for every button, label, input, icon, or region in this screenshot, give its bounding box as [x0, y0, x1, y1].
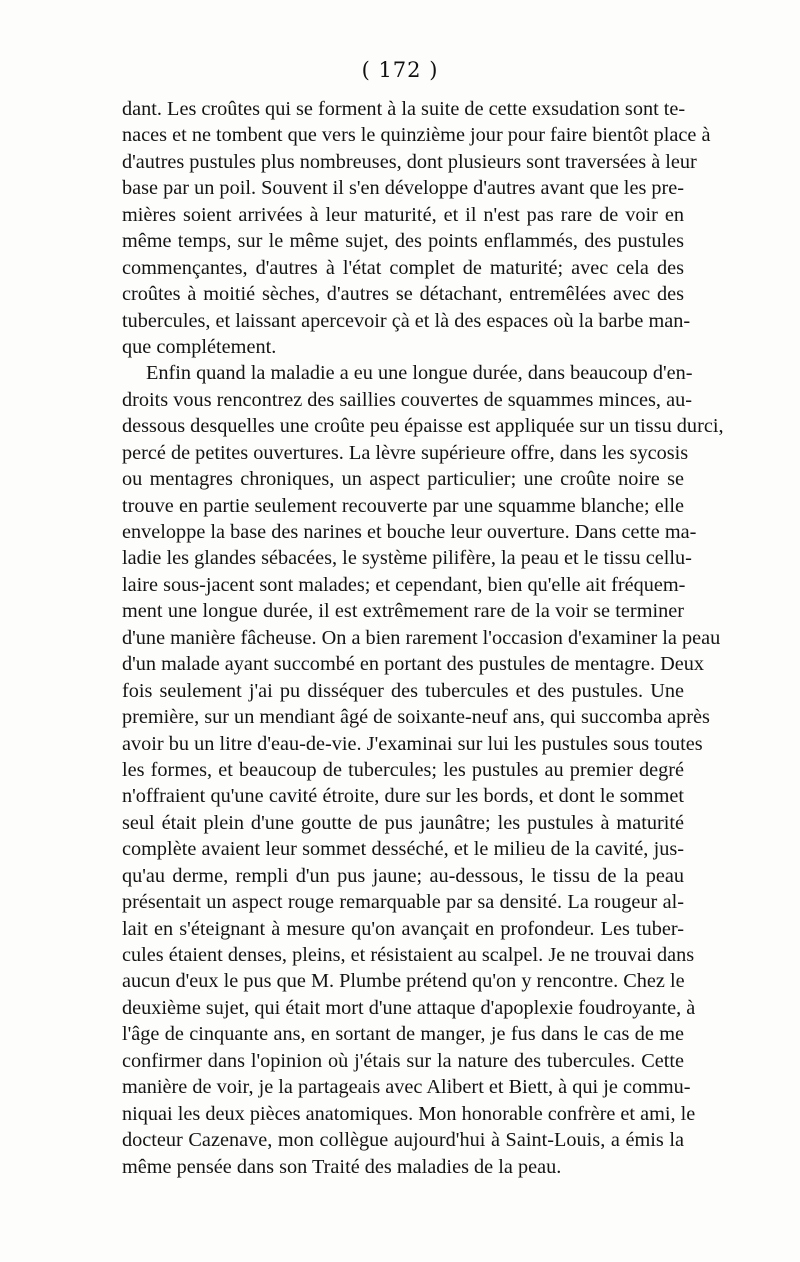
- text-line: n'offraient qu'une cavité étroite, dure sur les bords, et dont le sommet: [122, 785, 684, 808]
- text-line: fois seulement j'ai pu disséquer des tubercules et des pustules. Une: [122, 679, 684, 702]
- text-line: qu'au derme, rempli d'un pus jaune; au-dessous, le tissu de la peau: [122, 864, 684, 887]
- body-text: [122, 96, 724, 1180]
- text-line: confirmer dans l'opinion où j'étais sur la nature des tubercules. Cette: [122, 1049, 684, 1072]
- text-line: avoir bu un litre d'eau-de-vie. J'examinai sur lui les pustules sous toutes: [122, 732, 703, 755]
- text-line: d'un malade ayant succombé en portant des pustules de mentagre. Deux: [122, 653, 705, 676]
- text-line: niquai les deux pièces anatomiques. Mon honorable confrère et ami, le: [122, 1102, 696, 1125]
- text-line: complète avaient leur sommet desséché, et le milieu de la cavité, jus-: [122, 838, 684, 861]
- text-line: ladie les glandes sébacées, le système pilifère, la peau et le tissu cellu-: [122, 547, 692, 570]
- text-line: ment une longue durée, il est extrêmement rare de la voir se terminer: [122, 600, 684, 623]
- text-line: croûtes à moitié sèches, d'autres se détachant, entremêlées avec des: [122, 283, 684, 306]
- text-line: ou mentagres chroniques, un aspect particulier; une croûte noire se: [122, 468, 684, 491]
- text-line: même pensée dans son Traité des maladies de la peau.: [122, 1155, 562, 1178]
- text-line: l'âge de cinquante ans, en sortant de manger, je fus dans le cas de me: [122, 1023, 684, 1046]
- text-line: base par un poil. Souvent il s'en développe d'autres avant que les pre-: [122, 177, 685, 200]
- text-line: les formes, et beaucoup de tubercules; les pustules au premier degré: [122, 758, 684, 781]
- text-line: dant. Les croûtes qui se forment à la suite de cette exsudation sont te-: [122, 98, 686, 120]
- text-line: Enfin quand la maladie a eu une longue durée, dans beaucoup d'en-: [146, 362, 693, 385]
- text-line: trouve en partie seulement recouverte par une squamme blanche; elle: [122, 494, 684, 517]
- text-line: dessous desquelles une croûte peu épaisse est appliquée sur un tissu durci,: [122, 415, 724, 438]
- text-line: première, sur un mendiant âgé de soixante-neuf ans, qui succomba après: [122, 706, 710, 729]
- text-line: que complétement.: [122, 335, 277, 358]
- text-line: naces et ne tombent que vers le quinzième jour pour faire bientôt place à: [122, 124, 711, 147]
- text-line: tubercules, et laissant apercevoir çà et là des espaces où la barbe man-: [122, 309, 691, 332]
- paragraph-1: [122, 96, 711, 360]
- page-number: ( 172 ): [361, 58, 439, 82]
- text-line: deuxième sujet, qui était mort d'une attaque d'apoplexie foudroyante, à: [122, 996, 696, 1019]
- text-line: laire sous-jacent sont malades; et cependant, bien qu'elle ait fréquem-: [122, 573, 686, 596]
- text-line: docteur Cazenave, mon collègue aujourd'hui à Saint-Louis, a émis la: [122, 1129, 684, 1152]
- text-line: lait en s'éteignant à mesure qu'on avançait en profondeur. Les tuber-: [122, 917, 684, 940]
- text-line: cules étaient denses, pleins, et résistaient au scalpel. Je ne trouvai dans: [122, 944, 695, 966]
- text-line: manière de voir, je la partageais avec Alibert et Biett, à qui je commu-: [122, 1076, 691, 1099]
- paragraph-2: [122, 360, 724, 1180]
- text-line: droits vous rencontrez des saillies couvertes de squammes minces, au-: [122, 388, 692, 411]
- text-line: seul était plein d'une goutte de pus jaunâtre; les pustules à maturité: [122, 811, 684, 834]
- text-line: commençantes, d'autres à l'état complet de maturité; avec cela des: [122, 256, 684, 279]
- text-line: enveloppe la base des narines et bouche leur ouverture. Dans cette ma-: [122, 521, 697, 543]
- text-line: d'une manière fâcheuse. On a bien rarement l'occasion d'examiner la peau: [122, 626, 721, 649]
- text-line: même temps, sur le même sujet, des points enflammés, des pustules: [122, 230, 684, 253]
- text-line: percé de petites ouvertures. La lèvre supérieure offre, dans les sycosis: [122, 441, 689, 464]
- text-line: présentait un aspect rouge remarquable par sa densité. La rougeur al-: [122, 891, 684, 914]
- text-line: mières soient arrivées à leur maturité, et il n'est pas rare de voir en: [122, 203, 684, 226]
- text-line: d'autres pustules plus nombreuses, dont plusieurs sont traversées à leur: [122, 150, 697, 173]
- text-line: aucun d'eux le pus que M. Plumbe prétend qu'on y rencontre. Chez le: [122, 970, 685, 993]
